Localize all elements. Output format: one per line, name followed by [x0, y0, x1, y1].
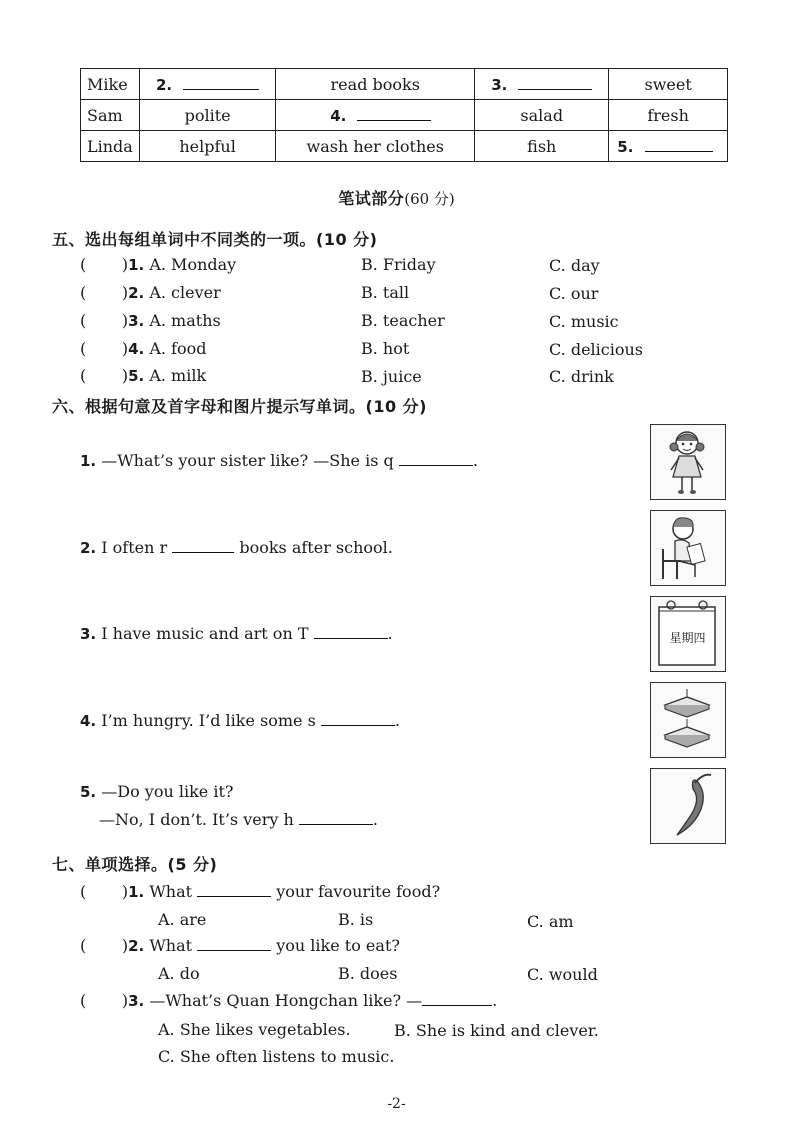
table-cell: Mike: [81, 69, 140, 100]
question-number: 2.: [128, 937, 145, 955]
option-c: C. She often listens to music.: [158, 1047, 395, 1066]
option-a: A. are: [158, 910, 207, 929]
answer-blank[interactable]: [197, 896, 271, 897]
girl-icon: [651, 425, 724, 498]
option-c: C. am: [527, 912, 574, 931]
question-text: —What’s Quan Hongchan like? —: [149, 991, 423, 1010]
option-c: C. drink: [549, 367, 614, 386]
answer-bracket[interactable]: ( ): [80, 366, 129, 385]
option-a: A. maths: [149, 311, 221, 330]
question-text: —No, I don’t. It’s very h: [99, 810, 294, 829]
option-a: A. Monday: [149, 255, 237, 274]
question-2: [80, 936, 400, 955]
section7-title: 七、单项选择。(5 分): [52, 855, 218, 874]
list-item: [80, 255, 236, 274]
question-number: 5.: [80, 783, 97, 801]
question-number: 2.: [156, 75, 173, 94]
option-a: A. She likes vegetables.: [158, 1020, 351, 1039]
option-b: B. She is kind and clever.: [394, 1021, 599, 1040]
answer-blank[interactable]: [399, 465, 473, 466]
table-cell: fresh: [609, 100, 728, 131]
answer-blank[interactable]: [314, 638, 388, 639]
sandwich-picture: [650, 682, 726, 758]
section6-title: 六、根据句意及首字母和图片提示写单词。(10 分): [52, 397, 427, 416]
option-a: A. clever: [149, 283, 221, 302]
table-cell: wash her clothes: [276, 131, 475, 162]
question-number: 5.: [617, 137, 634, 156]
answer-blank[interactable]: [357, 120, 431, 121]
table-row: [81, 131, 728, 162]
table-cell: helpful: [140, 131, 276, 162]
list-item: [80, 311, 221, 330]
question-text-post: you like to eat?: [276, 936, 400, 955]
question-5: [80, 782, 233, 801]
chili-pepper-icon: [651, 769, 724, 842]
boy-reading-picture: [650, 510, 726, 586]
question-end: .: [387, 624, 393, 643]
question-number: 4.: [128, 340, 145, 358]
table-cell: Sam: [81, 100, 140, 131]
question-number: 4.: [330, 106, 347, 125]
question-5-line2: [99, 810, 378, 829]
chili-picture: [650, 768, 726, 844]
question-number: 3.: [128, 992, 145, 1010]
calendar-label: 星期四: [669, 631, 706, 645]
section-title: 笔试部分: [338, 189, 405, 208]
question-3: [80, 624, 393, 643]
question-number: 1.: [128, 883, 145, 901]
question-number: 4.: [80, 712, 97, 730]
question-2: [80, 538, 393, 557]
answer-blank[interactable]: [299, 824, 373, 825]
list-item: [80, 283, 221, 302]
answer-bracket[interactable]: ( ): [80, 339, 129, 358]
girl-picture: [650, 424, 726, 500]
answer-bracket[interactable]: ( ): [80, 991, 129, 1010]
question-number: 3.: [80, 625, 97, 643]
question-end: .: [472, 451, 478, 470]
question-text: I’m hungry. I’d like some s: [101, 711, 316, 730]
option-c: C. delicious: [549, 340, 644, 359]
option-a: A. food: [149, 339, 207, 358]
option-a: A. do: [158, 964, 200, 983]
answer-blank[interactable]: [183, 89, 259, 90]
option-b: B. does: [338, 964, 398, 983]
option-b: B. juice: [361, 367, 422, 386]
question-3: [80, 991, 497, 1010]
fill-in-table: [80, 68, 728, 162]
table-cell: [609, 131, 728, 162]
table-cell: read books: [276, 69, 475, 100]
option-b: B. teacher: [361, 311, 445, 330]
question-number: 2.: [80, 539, 97, 557]
answer-bracket[interactable]: ( ): [80, 283, 129, 302]
question-end: .: [372, 810, 378, 829]
answer-bracket[interactable]: ( ): [80, 311, 129, 330]
option-c: C. day: [549, 256, 600, 275]
table-cell: sweet: [609, 69, 728, 100]
table-cell: fish: [475, 131, 609, 162]
question-number: 2.: [128, 284, 145, 302]
page-number: -2-: [387, 1096, 406, 1112]
question-4: [80, 711, 400, 730]
answer-bracket[interactable]: ( ): [80, 882, 129, 901]
table-row: [81, 69, 728, 100]
sandwich-icon: [651, 683, 724, 756]
answer-blank[interactable]: [645, 151, 713, 152]
question-text-post: your favourite food?: [276, 882, 441, 901]
question-text: What: [149, 882, 193, 901]
option-b: B. hot: [361, 339, 410, 358]
section5-title: 五、选出每组单词中不同类的一项。(10 分): [52, 230, 378, 249]
question-number: 3.: [491, 75, 508, 94]
table-cell: [475, 69, 609, 100]
answer-blank[interactable]: [422, 1005, 492, 1006]
option-c: C. music: [549, 312, 619, 331]
list-item: [80, 339, 206, 358]
option-c: C. our: [549, 284, 599, 303]
table-cell: Linda: [81, 131, 140, 162]
list-item: [80, 366, 206, 385]
option-b: B. tall: [361, 283, 410, 302]
question-number: 5.: [128, 367, 145, 385]
answer-blank[interactable]: [197, 950, 271, 951]
table-cell: salad: [475, 100, 609, 131]
calendar-picture: [650, 596, 726, 672]
answer-blank[interactable]: [518, 89, 592, 90]
question-number: 1.: [128, 256, 145, 274]
table-row: [81, 100, 728, 131]
table-cell: [140, 69, 276, 100]
question-number: 1.: [80, 452, 97, 470]
table-cell: polite: [140, 100, 276, 131]
option-b: B. Friday: [361, 255, 436, 274]
question-text-post: books after school.: [239, 538, 393, 557]
answer-bracket[interactable]: ( ): [80, 936, 129, 955]
answer-blank[interactable]: [321, 725, 395, 726]
question-1: [80, 451, 478, 470]
table-cell: [276, 100, 475, 131]
question-text: What: [149, 936, 193, 955]
question-text: —What’s your sister like? —She is q: [101, 451, 394, 470]
option-a: A. milk: [149, 366, 207, 385]
question-1: [80, 882, 440, 901]
question-text: I often r: [101, 538, 168, 557]
question-number: 3.: [128, 312, 145, 330]
question-text: —Do you like it?: [101, 782, 234, 801]
section-score: (60 分): [404, 190, 455, 208]
option-b: B. is: [338, 910, 374, 929]
boy-reading-icon: [651, 511, 724, 584]
question-end: .: [394, 711, 400, 730]
answer-bracket[interactable]: ( ): [80, 255, 129, 274]
question-text: I have music and art on T: [101, 624, 309, 643]
answer-blank[interactable]: [172, 552, 234, 553]
option-c: C. would: [527, 965, 598, 984]
question-end: .: [492, 991, 498, 1010]
written-section-heading: [0, 186, 793, 209]
